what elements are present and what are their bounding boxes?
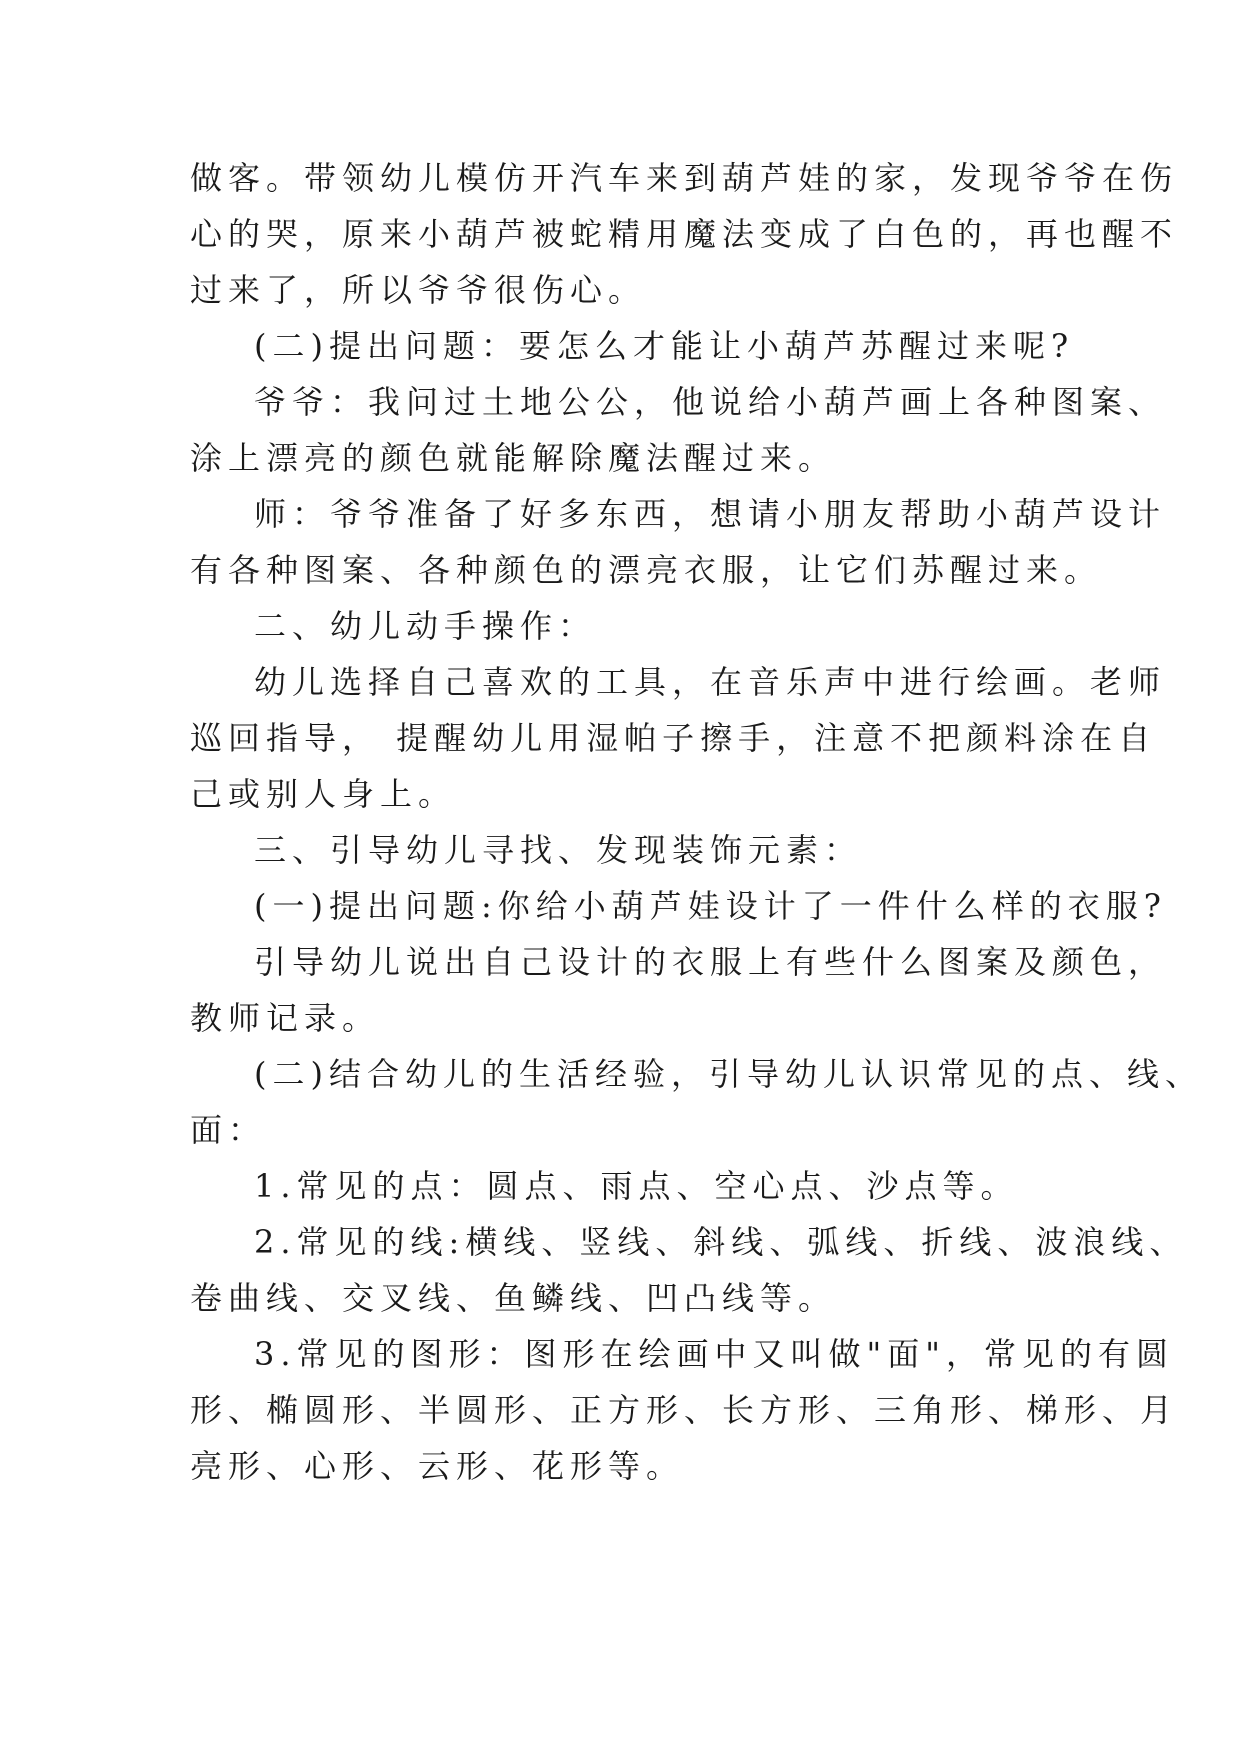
text-line: 做客。带领幼儿模仿开汽车来到葫芦娃的家，发现爷爷在伤	[190, 159, 1179, 197]
text-line: 引导幼儿说出自己设计的衣服上有些什么图案及颜色，	[254, 943, 1167, 981]
text-line: 教师记录。	[190, 999, 381, 1037]
list-item: 2.常见的线:横线、竖线、斜线、弧线、折线、波浪线、	[254, 1223, 1188, 1261]
text-line: 亮形、心形、云形、花形等。	[190, 1447, 685, 1485]
text-line: 爷爷：我问过土地公公，他说给小葫芦画上各种图案、	[254, 383, 1167, 421]
text-line: (二)结合幼儿的生活经验，引导幼儿认识常见的点、线、	[254, 1055, 1203, 1093]
text-line: 己或别人身上。	[190, 775, 457, 813]
text-line: 卷曲线、交叉线、鱼鳞线、凹凸线等。	[190, 1279, 837, 1317]
text-line: (一)提出问题:你给小葫芦娃设计了一件什么样的衣服?	[254, 887, 1167, 925]
section-heading: 二、幼儿动手操作：	[254, 607, 597, 645]
document-page	[190, 150, 1203, 1494]
text-line: 心的哭，原来小葫芦被蛇精用魔法变成了白色的，再也醒不	[190, 215, 1179, 253]
text-line: 形、椭圆形、半圆形、正方形、长方形、三角形、梯形、月	[190, 1391, 1179, 1429]
text-line: 师：爷爷准备了好多东西，想请小朋友帮助小葫芦设计	[254, 495, 1167, 533]
text-line: 有各种图案、各种颜色的漂亮衣服，让它们苏醒过来。	[190, 551, 1103, 589]
text-line: 巡回指导， 提醒幼儿用湿帕子擦手，注意不把颜料涂在自	[190, 719, 1157, 757]
text-line: 幼儿选择自己喜欢的工具，在音乐声中进行绘画。老师	[254, 663, 1167, 701]
list-item: 1.常见的点：圆点、雨点、空心点、沙点等。	[254, 1167, 1019, 1205]
text-line: 过来了，所以爷爷很伤心。	[190, 271, 647, 309]
text-line: 涂上漂亮的颜色就能解除魔法醒过来。	[190, 439, 837, 477]
section-heading: 三、引导幼儿寻找、发现装饰元素：	[254, 831, 863, 869]
text-line: (二)提出问题：要怎么才能让小葫芦苏醒过来呢?	[254, 327, 1075, 365]
text-line: 面：	[190, 1111, 267, 1149]
list-item: 3.常见的图形：图形在绘画中又叫做"面"，常见的有圆	[254, 1335, 1174, 1373]
